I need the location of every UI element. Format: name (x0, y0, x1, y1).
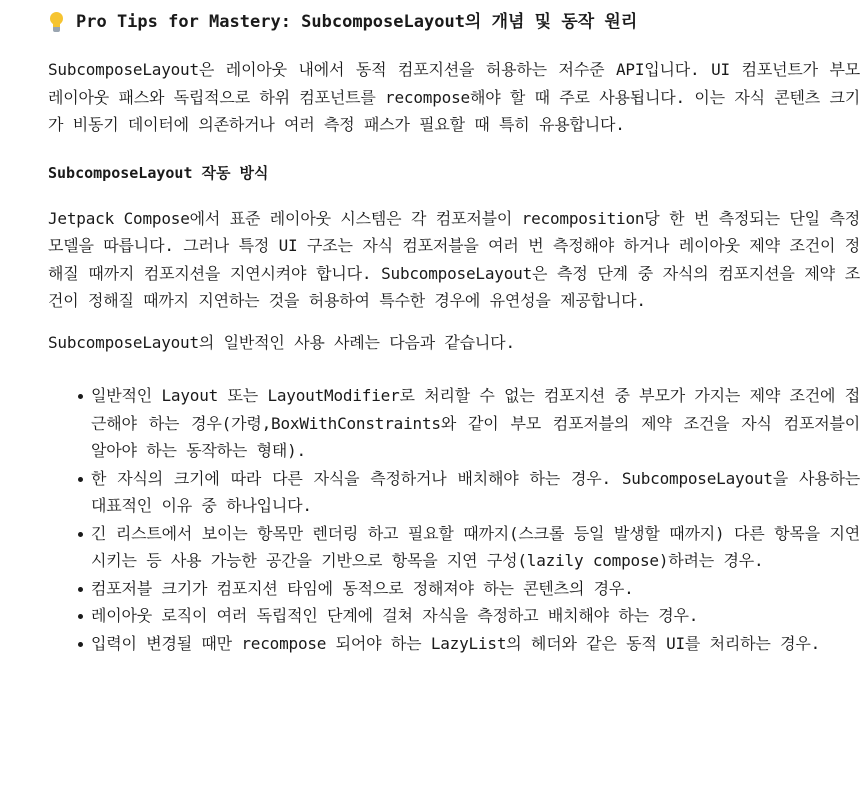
list-item: 한 자식의 크기에 따라 다른 자식을 측정하거나 배치해야 하는 경우. SubcomposeLayout을 사용하는 대표적인 이유 중 하나입니다. (78, 465, 860, 520)
use-case-list (48, 382, 860, 657)
list-item: 일반적인 Layout 또는 LayoutModifier로 처리할 수 없는 컴포지션 중 부모가 가지는 제약 조건에 접근해야 하는 경우(가령,BoxWithConstraints와 같이 부모 컴포저블의 제약 조건을 자식 컴포저블이 알아야 하는 동작하는 형태). (78, 382, 860, 465)
body-paragraph-2: SubcomposeLayout의 일반적인 사용 사례는 다음과 같습니다. (48, 332, 515, 352)
bullet-icon (78, 614, 83, 619)
list-item: 레이아웃 로직이 여러 독립적인 단계에 걸쳐 자식을 측정하고 배치해야 하는 경우. (78, 602, 860, 630)
list-item: 입력이 변경될 때만 recompose 되어야 하는 LazyList의 헤더와 같은 동적 UI를 처리하는 경우. (78, 630, 860, 658)
bullet-icon (78, 642, 83, 647)
subsection-heading: SubcomposeLayout 작동 방식 (48, 163, 269, 182)
bullet-icon (78, 477, 83, 482)
lightbulb-icon (48, 12, 66, 32)
bullet-icon (78, 587, 83, 592)
bullet-icon (78, 532, 83, 537)
list-item: 긴 리스트에서 보이는 항목만 렌더링 하고 필요할 때까지(스크롤 등일 발생할 때까지) 다른 항목을 지연시키는 등 사용 가능한 공간을 기반으로 항목을 지연 구성(lazily compose)하려는 경우. (78, 520, 860, 575)
section-title (48, 10, 860, 34)
bullet-icon (78, 394, 83, 399)
section-title-text: Pro Tips for Mastery: SubcomposeLayout의 개념 및 동작 원리 (76, 12, 638, 32)
intro-paragraph: SubcomposeLayout은 레이아웃 내에서 동적 컴포지션을 허용하는 저수준 API입니다. UI 컴포넌트가 부모 레이아웃 패스와 독립적으로 하위 컴포넌트를 recompose해야 할 때 주로 사용됩니다. 이는 자식 콘텐츠 크기가 비동기 데이터에 의존하거나 여러 측정 패스가 필요할 때 특히 유용합니다. (48, 60, 860, 134)
list-item: 컴포저블 크기가 컴포지션 타임에 동적으로 정해져야 하는 콘텐츠의 경우. (78, 575, 860, 603)
body-paragraph-1: Jetpack Compose에서 표준 레이아웃 시스템은 각 컴포저블이 recomposition당 한 번 측정되는 단일 측정 모델을 따릅니다. 그러나 특정 UI 구조는 자식 컴포저블을 여러 번 측정해야 하거나 레이아웃 제약 조건이 정해질 때까지 컴포지션을 지연시켜야 합니다. SubcomposeLayout은 측정 단계 중 자식의 컴포지션을 제약 조건이 정해질 때까지 지연하는 것을 허용하여 특수한 경우에 유연성을 제공합니다. (48, 208, 860, 310)
